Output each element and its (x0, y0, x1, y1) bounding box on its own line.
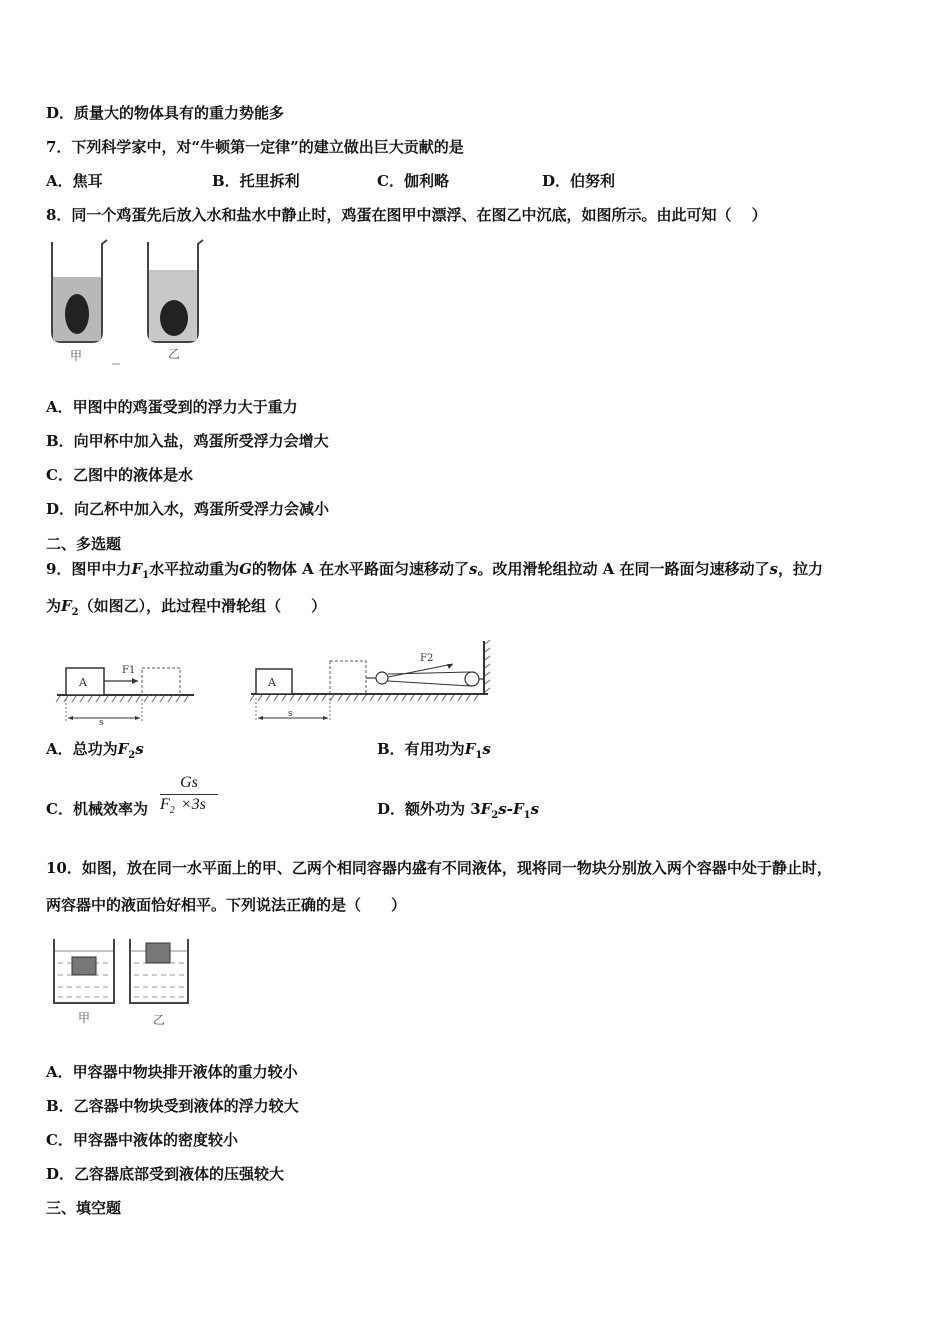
q8-option-c: C．乙图中的液体是水 (46, 466, 193, 484)
q7-stem: 7．下列科学家中，对“牛顿第一定律”的建立做出巨大贡献的是 (46, 138, 464, 156)
q7-option-c: C．伽利略 (377, 172, 449, 190)
q10-label-yi: 乙 (153, 1013, 166, 1027)
q9-stem-line1: 9．图甲中力$F_1$水平拉动重为G的物体 A 在水平路面匀速移动了s。改用滑轮组拉动 A 在同一路面匀速移动了s，拉力 (46, 560, 824, 581)
fixed-pulley (465, 672, 479, 686)
q8-option-a: A．甲图中的鸡蛋受到的浮力大于重力 (46, 398, 298, 416)
svg-text:A: A (268, 676, 276, 689)
block-a-ghost (142, 668, 180, 695)
q9-option-c: C．机械效率为 (46, 800, 148, 818)
q10-containers-figure (50, 935, 195, 1030)
movable-pulley (376, 672, 388, 684)
beaker-yi (148, 240, 203, 342)
q9-figure-jia (52, 655, 202, 725)
container-jia (54, 939, 114, 1003)
q10-stem-line1: 10．如图，放在同一水平面上的甲、乙两个相同容器内盛有不同液体，现将同一物块分别放入两个容器中处于静止时， (46, 859, 832, 877)
q10-option-a: A．甲容器中物块排开液体的重力较小 (46, 1063, 298, 1081)
q6-option-d: D．质量大的物体具有的重力势能多 (46, 104, 285, 122)
svg-text:A: A (79, 676, 87, 689)
section-2-title: 二、多选题 (46, 535, 122, 553)
q9-option-b: B．有用功为$F_1s$ (377, 740, 491, 761)
q9-option-d: D．额外功为 $3F_2s-F_1s$ (377, 800, 540, 821)
q9-stem-line2: 为$F_2$（如图乙），此过程中滑轮组（ ） (46, 597, 327, 618)
egg-sunk (160, 300, 188, 336)
dist-label-jia: s (99, 718, 104, 725)
q8-option-b: B．向甲杯中加入盐，鸡蛋所受浮力会增大 (46, 432, 329, 450)
q9-figure-yi (248, 636, 493, 728)
q8-stem: 8．同一个鸡蛋先后放入水和盐水中静止时，鸡蛋在图甲中漂浮、在图乙中沉底，如图所示。由此可知（ ） (46, 206, 767, 224)
egg-floating (65, 294, 89, 334)
q10-option-c: C．甲容器中液体的密度较小 (46, 1131, 238, 1149)
q7-option-d: D．伯努利 (542, 172, 616, 190)
q10-stem-line2: 两容器中的液面恰好相平。下列说法正确的是（ ） (46, 896, 407, 914)
block-jia (72, 957, 96, 975)
q10-option-b: B．乙容器中物块受到液体的浮力较大 (46, 1097, 299, 1115)
dist-label-yi: s (288, 709, 293, 719)
q10-label-jia: 甲 (78, 1011, 91, 1025)
section-3-title: 三、填空题 (46, 1199, 122, 1217)
q8-label-jia: 甲 (70, 349, 83, 363)
beaker-jia (52, 240, 107, 342)
f1-label: F1 (122, 665, 136, 676)
container-yi (130, 939, 188, 1003)
q7-option-b: B．托里拆利 (212, 172, 300, 190)
q10-option-d: D．乙容器底部受到液体的压强较大 (46, 1165, 285, 1183)
q9-option-a: A．总功为$F_2s$ (46, 740, 144, 761)
q9-option-c-fraction: $\frac{Gs}{F_2 \times 3s}$ (160, 774, 218, 821)
q8-beakers-figure (44, 232, 214, 372)
block-yi (146, 943, 170, 963)
q8-option-d: D．向乙杯中加入水，鸡蛋所受浮力会减小 (46, 500, 330, 518)
q8-label-yi: 乙 (168, 347, 181, 361)
q7-option-a: A．焦耳 (46, 172, 103, 190)
block-a-ghost-yi (330, 661, 366, 694)
f2-label: F2 (420, 653, 434, 664)
